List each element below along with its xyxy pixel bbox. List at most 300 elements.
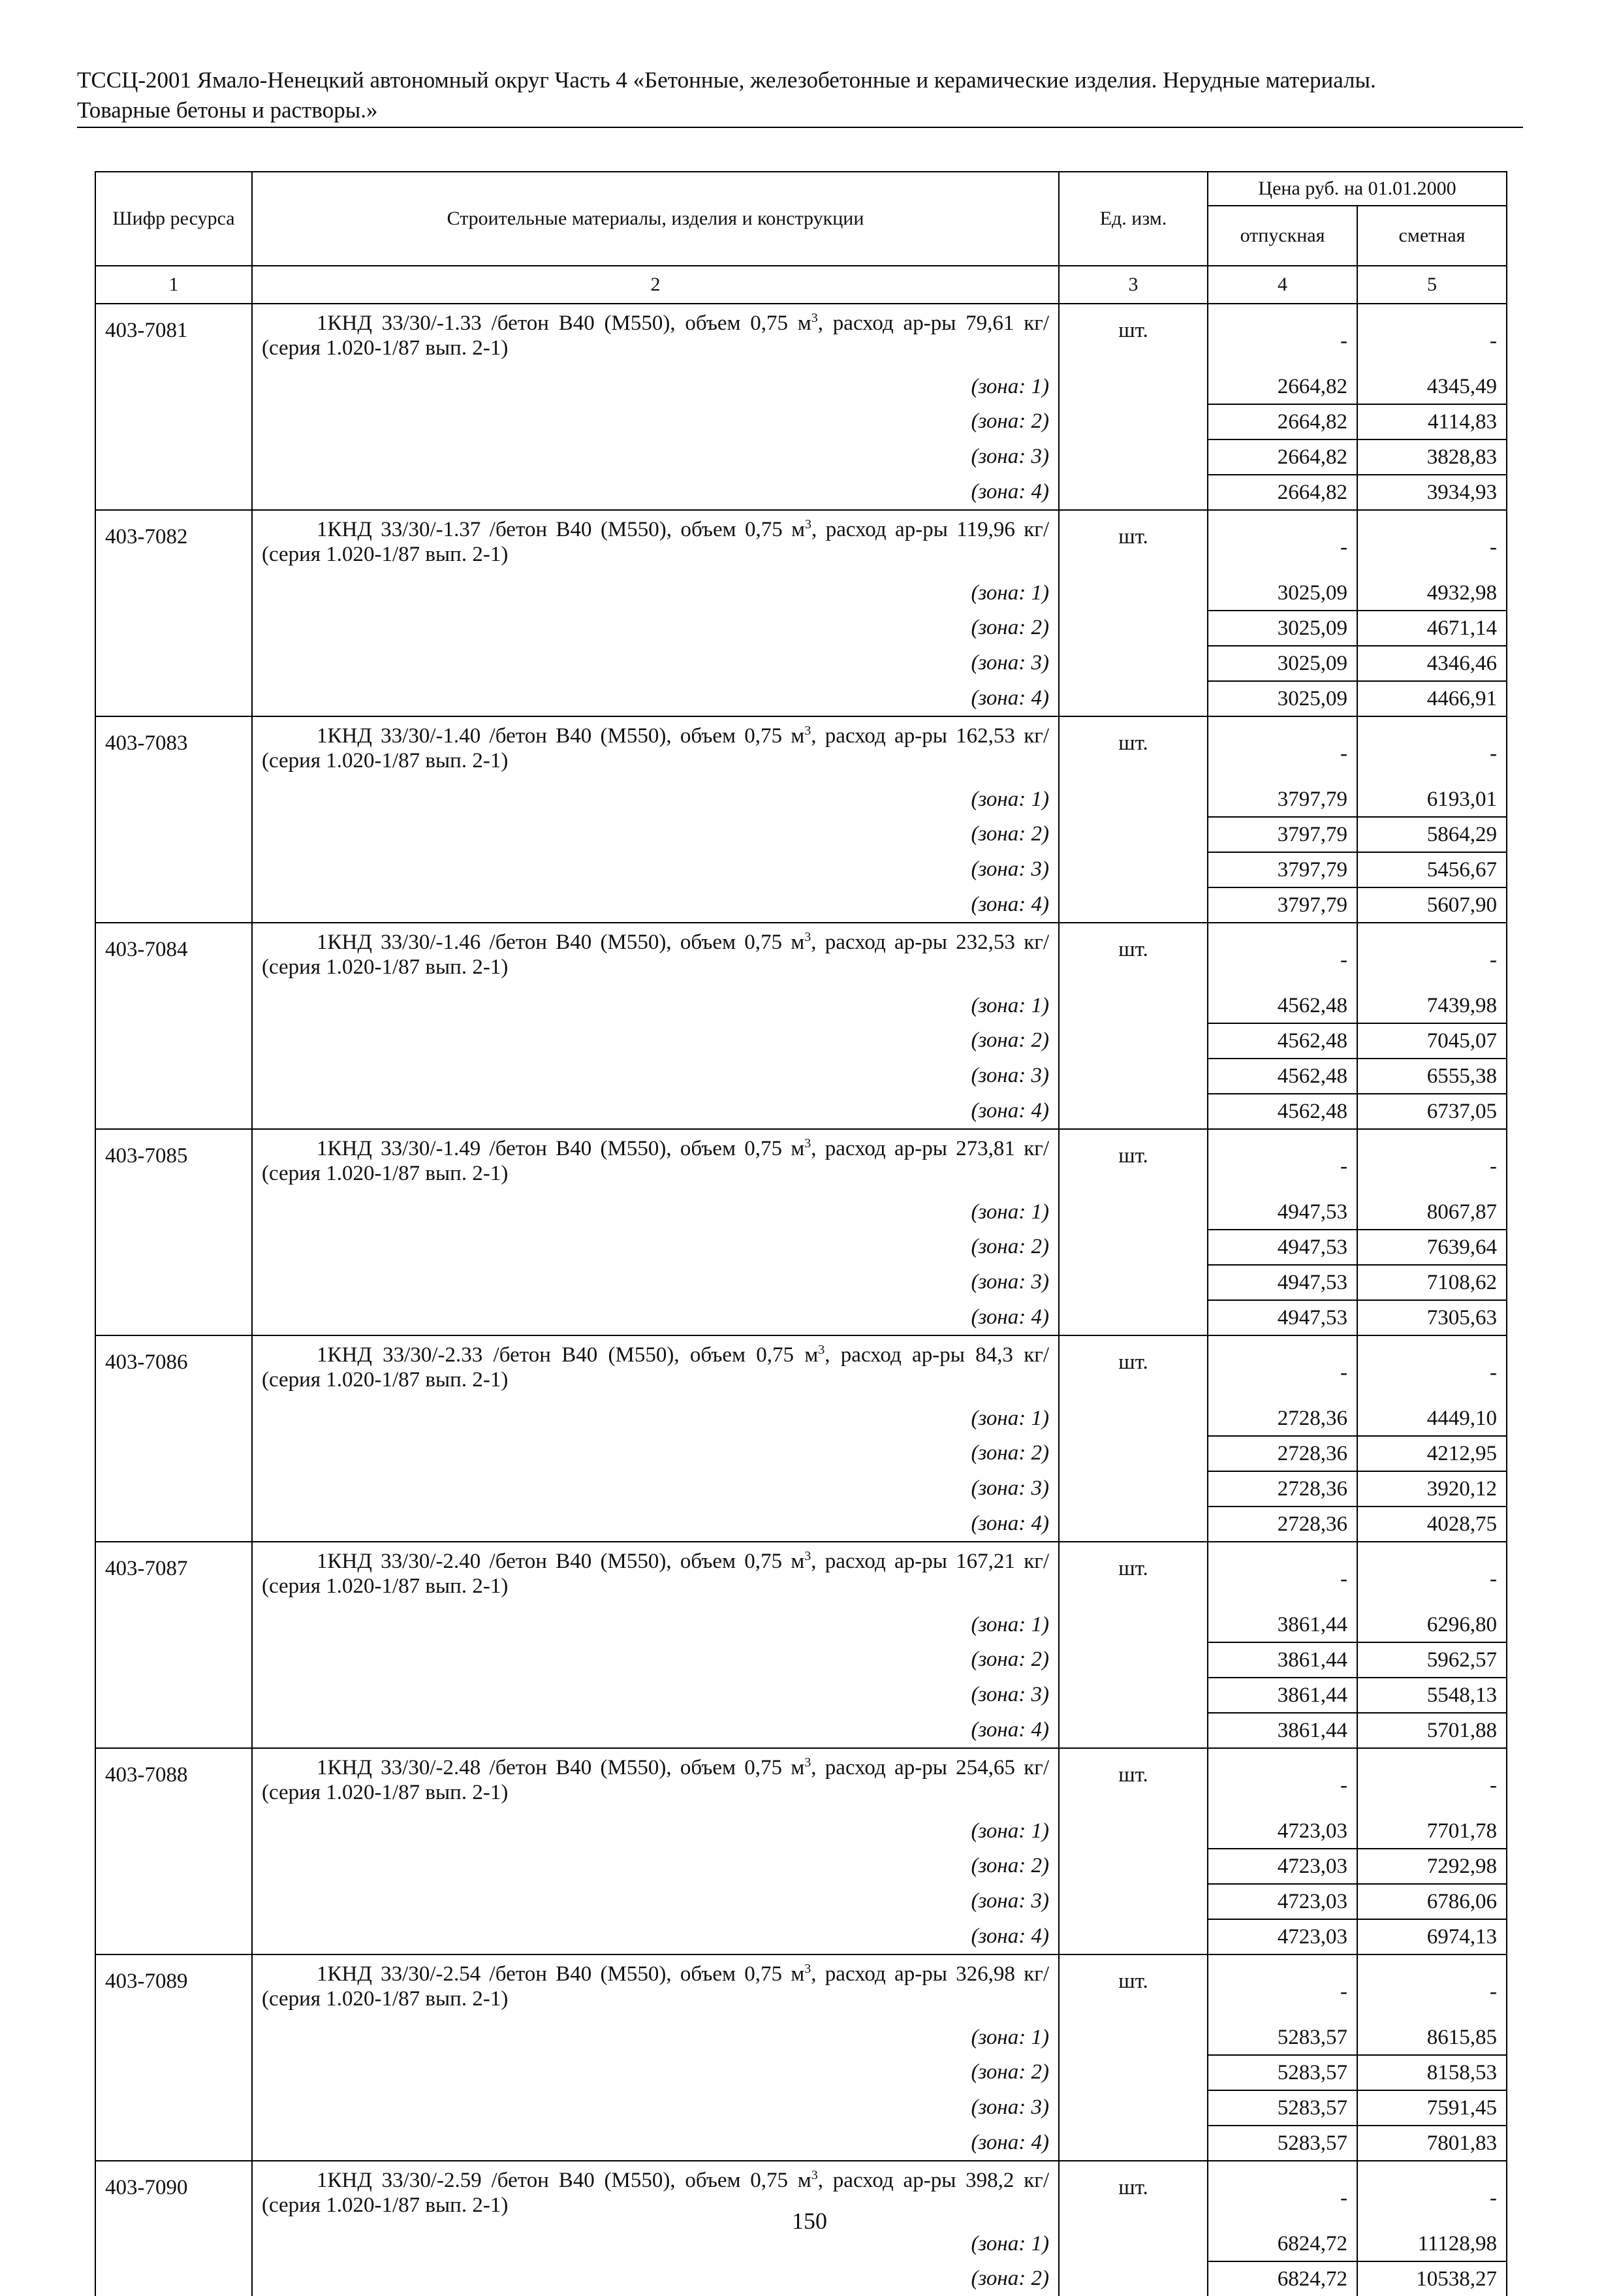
resource-code: 403-7086 xyxy=(95,1335,252,1401)
zone-release-price: 5283,57 xyxy=(1208,2126,1357,2161)
zone-row xyxy=(95,782,1507,817)
header-release-price: отпускная xyxy=(1208,206,1357,266)
zone-estimate-price: 5548,13 xyxy=(1357,1678,1507,1713)
zone-label: (зона: 3) xyxy=(252,439,1059,475)
zone-label: (зона: 4) xyxy=(252,681,1059,716)
zone-label: (зона: 1) xyxy=(252,989,1059,1023)
page-header xyxy=(77,65,1523,128)
resource-code: 403-7085 xyxy=(95,1129,252,1195)
column-number: 4 xyxy=(1208,266,1357,304)
description-text: 1КНД 33/30/-1.46 /бетон В40 (М550), объем 0,75 м xyxy=(317,931,805,954)
page-number: 150 xyxy=(792,2208,827,2234)
empty-cell xyxy=(1059,646,1208,681)
release-price: - xyxy=(1208,1335,1357,1401)
empty-cell xyxy=(95,1471,252,1507)
zone-estimate-price: 7591,45 xyxy=(1357,2090,1507,2126)
zone-estimate-price: 7639,64 xyxy=(1357,1230,1507,1265)
zone-estimate-price: 3934,93 xyxy=(1357,475,1507,510)
zone-release-price: 4562,48 xyxy=(1208,1023,1357,1059)
zone-estimate-price: 11128,98 xyxy=(1357,2227,1507,2261)
zone-label: (зона: 4) xyxy=(252,475,1059,510)
zone-row xyxy=(95,989,1507,1023)
zone-label: (зона: 3) xyxy=(252,646,1059,681)
empty-cell xyxy=(95,1195,252,1230)
table-row xyxy=(95,1954,1507,2020)
zone-release-price: 6824,72 xyxy=(1208,2227,1357,2261)
zone-label: (зона: 1) xyxy=(252,2020,1059,2055)
empty-cell xyxy=(95,1059,252,1094)
empty-cell xyxy=(95,1401,252,1436)
zone-row xyxy=(95,2261,1507,2296)
estimate-price: - xyxy=(1357,2161,1507,2227)
zone-release-price: 4723,03 xyxy=(1208,1919,1357,1954)
zone-estimate-price: 7305,63 xyxy=(1357,1300,1507,1335)
resource-code: 403-7081 xyxy=(95,304,252,370)
estimate-price: - xyxy=(1357,510,1507,576)
resource-code: 403-7088 xyxy=(95,1748,252,1814)
zone-row xyxy=(95,611,1507,646)
zone-estimate-price: 5456,67 xyxy=(1357,852,1507,887)
description-text: , расход ар-ры 79,61 кг/ (серия 1.020-1/87 вып. 2-1) xyxy=(262,311,1049,360)
empty-cell xyxy=(1059,1230,1208,1265)
zone-label: (зона: 2) xyxy=(252,1642,1059,1678)
unit-of-measure: шт. xyxy=(1059,1748,1208,1814)
empty-cell xyxy=(95,1230,252,1265)
empty-cell xyxy=(1059,370,1208,404)
resource-description xyxy=(252,716,1059,782)
zone-estimate-price: 5701,88 xyxy=(1357,1713,1507,1748)
empty-cell xyxy=(1059,817,1208,852)
empty-cell xyxy=(95,611,252,646)
zone-estimate-price: 6193,01 xyxy=(1357,782,1507,817)
release-price: - xyxy=(1208,2161,1357,2227)
empty-cell xyxy=(1059,1023,1208,1059)
empty-cell xyxy=(1059,1884,1208,1919)
zone-row xyxy=(95,887,1507,923)
unit-of-measure: шт. xyxy=(1059,1129,1208,1195)
zone-row xyxy=(95,475,1507,510)
empty-cell xyxy=(95,1436,252,1471)
empty-cell xyxy=(95,1884,252,1919)
zone-row xyxy=(95,1401,1507,1436)
zone-estimate-price: 4114,83 xyxy=(1357,404,1507,439)
estimate-price: - xyxy=(1357,716,1507,782)
resource-description xyxy=(252,1954,1059,2020)
header-name: Строительные материалы, изделия и конструкции xyxy=(252,172,1059,266)
description-text: 1КНД 33/30/-1.33 /бетон В40 (М550), объем 0,75 м xyxy=(317,311,811,335)
zone-row xyxy=(95,576,1507,611)
estimate-price: - xyxy=(1357,1954,1507,2020)
empty-cell xyxy=(95,2055,252,2090)
zone-estimate-price: 4466,91 xyxy=(1357,681,1507,716)
zone-release-price: 2728,36 xyxy=(1208,1401,1357,1436)
release-price: - xyxy=(1208,1542,1357,1608)
zone-release-price: 5283,57 xyxy=(1208,2055,1357,2090)
zone-row xyxy=(95,1642,1507,1678)
empty-cell xyxy=(1059,439,1208,475)
zone-row xyxy=(95,1059,1507,1094)
zone-row xyxy=(95,1608,1507,1642)
zone-label: (зона: 4) xyxy=(252,1713,1059,1748)
resource-description xyxy=(252,1335,1059,1401)
zone-release-price: 3797,79 xyxy=(1208,887,1357,923)
zone-label: (зона: 2) xyxy=(252,404,1059,439)
empty-cell xyxy=(95,1713,252,1748)
empty-cell xyxy=(95,852,252,887)
zone-estimate-price: 4028,75 xyxy=(1357,1507,1507,1542)
table-row xyxy=(95,510,1507,576)
empty-cell xyxy=(95,439,252,475)
description-text: , расход ар-ры 273,81 кг/ (серия 1.020-1/87 вып. 2-1) xyxy=(262,1137,1049,1185)
unit-of-measure: шт. xyxy=(1059,1542,1208,1608)
release-price: - xyxy=(1208,304,1357,370)
zone-estimate-price: 4346,46 xyxy=(1357,646,1507,681)
zone-label: (зона: 4) xyxy=(252,887,1059,923)
zone-label: (зона: 3) xyxy=(252,1678,1059,1713)
zone-row xyxy=(95,1849,1507,1884)
zone-row xyxy=(95,1195,1507,1230)
resource-code: 403-7087 xyxy=(95,1542,252,1608)
zone-estimate-price: 7801,83 xyxy=(1357,2126,1507,2161)
empty-cell xyxy=(95,1814,252,1849)
zone-label: (зона: 2) xyxy=(252,1436,1059,1471)
empty-cell xyxy=(1059,852,1208,887)
unit-exponent: 3 xyxy=(811,311,818,325)
resource-description xyxy=(252,1542,1059,1608)
release-price: - xyxy=(1208,1748,1357,1814)
zone-row xyxy=(95,370,1507,404)
empty-cell xyxy=(1059,1814,1208,1849)
description-text: , расход ар-ры 84,3 кг/ (серия 1.020-1/87 вып. 2-1) xyxy=(262,1343,1049,1392)
zone-release-price: 3797,79 xyxy=(1208,852,1357,887)
zone-estimate-price: 7701,78 xyxy=(1357,1814,1507,1849)
column-number: 2 xyxy=(252,266,1059,304)
resource-description xyxy=(252,923,1059,989)
column-number: 3 xyxy=(1059,266,1208,304)
release-price: - xyxy=(1208,1954,1357,2020)
empty-cell xyxy=(1059,782,1208,817)
zone-release-price: 2728,36 xyxy=(1208,1507,1357,1542)
unit-exponent: 3 xyxy=(804,1136,811,1151)
empty-cell xyxy=(95,681,252,716)
zone-release-price: 3797,79 xyxy=(1208,782,1357,817)
header-code: Шифр ресурса xyxy=(95,172,252,266)
zone-estimate-price: 7439,98 xyxy=(1357,989,1507,1023)
zone-row xyxy=(95,1436,1507,1471)
empty-cell xyxy=(1059,2261,1208,2296)
zone-label: (зона: 2) xyxy=(252,2055,1059,2090)
empty-cell xyxy=(95,1265,252,1300)
zone-label: (зона: 3) xyxy=(252,1059,1059,1094)
zone-row xyxy=(95,2020,1507,2055)
unit-of-measure: шт. xyxy=(1059,304,1208,370)
empty-cell xyxy=(1059,1059,1208,1094)
resource-code: 403-7089 xyxy=(95,1954,252,2020)
zone-label: (зона: 2) xyxy=(252,2261,1059,2296)
zone-release-price: 2664,82 xyxy=(1208,370,1357,404)
empty-cell xyxy=(95,646,252,681)
estimate-price: - xyxy=(1357,1129,1507,1195)
unit-of-measure: шт. xyxy=(1059,1954,1208,2020)
zone-estimate-price: 7108,62 xyxy=(1357,1265,1507,1300)
zone-row xyxy=(95,1814,1507,1849)
zone-estimate-price: 10538,27 xyxy=(1357,2261,1507,2296)
table-row xyxy=(95,304,1507,370)
zone-estimate-price: 5962,57 xyxy=(1357,1642,1507,1678)
resource-description xyxy=(252,1748,1059,1814)
zone-release-price: 4562,48 xyxy=(1208,989,1357,1023)
zone-estimate-price: 7045,07 xyxy=(1357,1023,1507,1059)
empty-cell xyxy=(95,1023,252,1059)
zone-estimate-price: 5864,29 xyxy=(1357,817,1507,852)
zone-label: (зона: 2) xyxy=(252,1230,1059,1265)
zone-label: (зона: 3) xyxy=(252,1471,1059,1507)
zone-row xyxy=(95,1094,1507,1129)
zone-estimate-price: 5607,90 xyxy=(1357,887,1507,923)
resource-description xyxy=(252,510,1059,576)
description-text: 1КНД 33/30/-2.59 /бетон В40 (М550), объем 0,75 м xyxy=(317,2169,811,2192)
zone-estimate-price: 6974,13 xyxy=(1357,1919,1507,1954)
release-price: - xyxy=(1208,923,1357,989)
empty-cell xyxy=(1059,2126,1208,2161)
empty-cell xyxy=(1059,475,1208,510)
zone-release-price: 2664,82 xyxy=(1208,475,1357,510)
zone-row xyxy=(95,439,1507,475)
zone-release-price: 3025,09 xyxy=(1208,646,1357,681)
description-text: , расход ар-ры 119,96 кг/ (серия 1.020-1/87 вып. 2-1) xyxy=(262,518,1049,566)
empty-cell xyxy=(1059,611,1208,646)
table-row xyxy=(95,1129,1507,1195)
zone-label: (зона: 2) xyxy=(252,1023,1059,1059)
zone-estimate-price: 6786,06 xyxy=(1357,1884,1507,1919)
estimate-price: - xyxy=(1357,304,1507,370)
unit-exponent: 3 xyxy=(804,1549,811,1563)
empty-cell xyxy=(1059,1608,1208,1642)
column-number: 1 xyxy=(95,266,252,304)
zone-label: (зона: 1) xyxy=(252,1814,1059,1849)
zone-estimate-price: 3828,83 xyxy=(1357,439,1507,475)
empty-cell xyxy=(1059,1094,1208,1129)
zone-release-price: 4947,53 xyxy=(1208,1195,1357,1230)
empty-cell xyxy=(1059,1471,1208,1507)
release-price: - xyxy=(1208,510,1357,576)
empty-cell xyxy=(95,370,252,404)
empty-cell xyxy=(1059,2055,1208,2090)
empty-cell xyxy=(1059,1300,1208,1335)
release-price: - xyxy=(1208,1129,1357,1195)
resource-description xyxy=(252,1129,1059,1195)
zone-row xyxy=(95,1713,1507,1748)
empty-cell xyxy=(95,1300,252,1335)
unit-exponent: 3 xyxy=(818,1343,825,1357)
zone-release-price: 3025,09 xyxy=(1208,681,1357,716)
zone-row xyxy=(95,404,1507,439)
table-row xyxy=(95,1335,1507,1401)
column-number: 5 xyxy=(1357,266,1507,304)
estimate-price: - xyxy=(1357,1748,1507,1814)
zone-label: (зона: 1) xyxy=(252,576,1059,611)
empty-cell xyxy=(95,1507,252,1542)
zone-label: (зона: 1) xyxy=(252,2227,1059,2261)
empty-cell xyxy=(95,2126,252,2161)
table-body xyxy=(95,304,1507,2296)
zone-row xyxy=(95,1300,1507,1335)
zone-label: (зона: 3) xyxy=(252,1265,1059,1300)
zone-row xyxy=(95,1265,1507,1300)
empty-cell xyxy=(95,782,252,817)
zone-release-price: 3861,44 xyxy=(1208,1642,1357,1678)
zone-estimate-price: 6737,05 xyxy=(1357,1094,1507,1129)
header-line-2: Товарные бетоны и растворы.» xyxy=(77,97,378,123)
unit-of-measure: шт. xyxy=(1059,923,1208,989)
zone-label: (зона: 3) xyxy=(252,852,1059,887)
empty-cell xyxy=(1059,989,1208,1023)
zone-estimate-price: 4932,98 xyxy=(1357,576,1507,611)
zone-row xyxy=(95,2126,1507,2161)
empty-cell xyxy=(1059,1436,1208,1471)
empty-cell xyxy=(1059,887,1208,923)
empty-cell xyxy=(95,404,252,439)
description-text: , расход ар-ры 167,21 кг/ (серия 1.020-1/87 вып. 2-1) xyxy=(262,1550,1049,1598)
empty-cell xyxy=(1059,681,1208,716)
zone-label: (зона: 2) xyxy=(252,611,1059,646)
description-text: 1КНД 33/30/-1.49 /бетон В40 (М550), объем 0,75 м xyxy=(317,1137,805,1160)
zone-label: (зона: 3) xyxy=(252,1884,1059,1919)
zone-estimate-price: 4212,95 xyxy=(1357,1436,1507,1471)
zone-estimate-price: 4449,10 xyxy=(1357,1401,1507,1436)
zone-label: (зона: 4) xyxy=(252,1094,1059,1129)
zone-release-price: 4723,03 xyxy=(1208,1884,1357,1919)
description-text: , расход ар-ры 326,98 кг/ (серия 1.020-1/87 вып. 2-1) xyxy=(262,1962,1049,2011)
zone-release-price: 4947,53 xyxy=(1208,1230,1357,1265)
zone-estimate-price: 4345,49 xyxy=(1357,370,1507,404)
zone-release-price: 3861,44 xyxy=(1208,1678,1357,1713)
empty-cell xyxy=(1059,1849,1208,1884)
zone-release-price: 4562,48 xyxy=(1208,1094,1357,1129)
resource-description xyxy=(252,304,1059,370)
empty-cell xyxy=(1059,1265,1208,1300)
description-text: , расход ар-ры 162,53 кг/ (серия 1.020-1/87 вып. 2-1) xyxy=(262,724,1049,773)
empty-cell xyxy=(1059,1507,1208,1542)
description-text: , расход ар-ры 232,53 кг/ (серия 1.020-1/87 вып. 2-1) xyxy=(262,931,1049,979)
empty-cell xyxy=(1059,576,1208,611)
zone-row xyxy=(95,1919,1507,1954)
resource-code: 403-7082 xyxy=(95,510,252,576)
empty-cell xyxy=(95,817,252,852)
zone-estimate-price: 8067,87 xyxy=(1357,1195,1507,1230)
empty-cell xyxy=(1059,2090,1208,2126)
unit-of-measure: шт. xyxy=(1059,510,1208,576)
zone-label: (зона: 4) xyxy=(252,1919,1059,1954)
zone-estimate-price: 6555,38 xyxy=(1357,1059,1507,1094)
empty-cell xyxy=(95,475,252,510)
zone-row xyxy=(95,1230,1507,1265)
zone-release-price: 3861,44 xyxy=(1208,1608,1357,1642)
zone-row xyxy=(95,646,1507,681)
zone-row xyxy=(95,2055,1507,2090)
zone-label: (зона: 4) xyxy=(252,1300,1059,1335)
estimate-price: - xyxy=(1357,923,1507,989)
header-estimate-price: сметная xyxy=(1357,206,1507,266)
empty-cell xyxy=(1059,1195,1208,1230)
zone-release-price: 5283,57 xyxy=(1208,2020,1357,2055)
resource-code: 403-7090 xyxy=(95,2161,252,2227)
empty-cell xyxy=(1059,2020,1208,2055)
zone-label: (зона: 2) xyxy=(252,1849,1059,1884)
zone-release-price: 2728,36 xyxy=(1208,1471,1357,1507)
zone-label: (зона: 3) xyxy=(252,2090,1059,2126)
zone-release-price: 3025,09 xyxy=(1208,611,1357,646)
zone-row xyxy=(95,681,1507,716)
unit-of-measure: шт. xyxy=(1059,2161,1208,2227)
empty-cell xyxy=(1059,1919,1208,1954)
unit-exponent: 3 xyxy=(804,724,811,738)
zone-release-price: 5283,57 xyxy=(1208,2090,1357,2126)
empty-cell xyxy=(1059,1401,1208,1436)
estimate-price: - xyxy=(1357,1542,1507,1608)
zone-release-price: 2664,82 xyxy=(1208,404,1357,439)
description-text: , расход ар-ры 398,2 кг/ (серия 1.020-1/87 вып. 2-1) xyxy=(262,2169,1049,2217)
zone-estimate-price: 3920,12 xyxy=(1357,1471,1507,1507)
unit-exponent: 3 xyxy=(804,1755,811,1770)
empty-cell xyxy=(1059,1713,1208,1748)
empty-cell xyxy=(95,1678,252,1713)
description-text: , расход ар-ры 254,65 кг/ (серия 1.020-1/87 вып. 2-1) xyxy=(262,1756,1049,1804)
description-text: 1КНД 33/30/-1.40 /бетон В40 (М550), объем 0,75 м xyxy=(317,724,805,748)
zone-row xyxy=(95,1471,1507,1507)
unit-exponent: 3 xyxy=(804,1962,811,1976)
unit-exponent: 3 xyxy=(805,517,812,532)
zone-estimate-price: 6296,80 xyxy=(1357,1608,1507,1642)
empty-cell xyxy=(95,576,252,611)
description-text: 1КНД 33/30/-1.37 /бетон В40 (М550), объем 0,75 м xyxy=(317,518,806,541)
table-row xyxy=(95,716,1507,782)
zone-label: (зона: 1) xyxy=(252,370,1059,404)
zone-row xyxy=(95,1507,1507,1542)
zone-estimate-price: 7292,98 xyxy=(1357,1849,1507,1884)
zone-label: (зона: 2) xyxy=(252,817,1059,852)
zone-release-price: 6824,72 xyxy=(1208,2261,1357,2296)
table-row xyxy=(95,923,1507,989)
description-text: 1КНД 33/30/-2.40 /бетон В40 (М550), объем 0,75 м xyxy=(317,1550,805,1573)
zone-release-price: 4723,03 xyxy=(1208,1814,1357,1849)
resource-code: 403-7083 xyxy=(95,716,252,782)
zone-label: (зона: 1) xyxy=(252,782,1059,817)
zone-release-price: 2728,36 xyxy=(1208,1436,1357,1471)
empty-cell xyxy=(1059,404,1208,439)
description-text: 1КНД 33/30/-2.33 /бетон В40 (М550), объем 0,75 м xyxy=(317,1343,819,1367)
resource-code: 403-7084 xyxy=(95,923,252,989)
unit-of-measure: шт. xyxy=(1059,716,1208,782)
zone-label: (зона: 1) xyxy=(252,1401,1059,1436)
header-price: Цена руб. на 01.01.2000 xyxy=(1208,172,1507,206)
zone-row xyxy=(95,817,1507,852)
zone-estimate-price: 8158,53 xyxy=(1357,2055,1507,2090)
zone-label: (зона: 1) xyxy=(252,1195,1059,1230)
unit-exponent: 3 xyxy=(811,2168,818,2182)
empty-cell xyxy=(95,1094,252,1129)
description-text: 1КНД 33/30/-2.48 /бетон В40 (М550), объем 0,75 м xyxy=(317,1756,805,1779)
resource-price-table xyxy=(95,171,1507,2296)
zone-release-price: 3025,09 xyxy=(1208,576,1357,611)
estimate-price: - xyxy=(1357,1335,1507,1401)
zone-label: (зона: 1) xyxy=(252,1608,1059,1642)
empty-cell xyxy=(95,1642,252,1678)
zone-release-price: 4947,53 xyxy=(1208,1265,1357,1300)
zone-row xyxy=(95,1678,1507,1713)
release-price: - xyxy=(1208,716,1357,782)
empty-cell xyxy=(95,2020,252,2055)
